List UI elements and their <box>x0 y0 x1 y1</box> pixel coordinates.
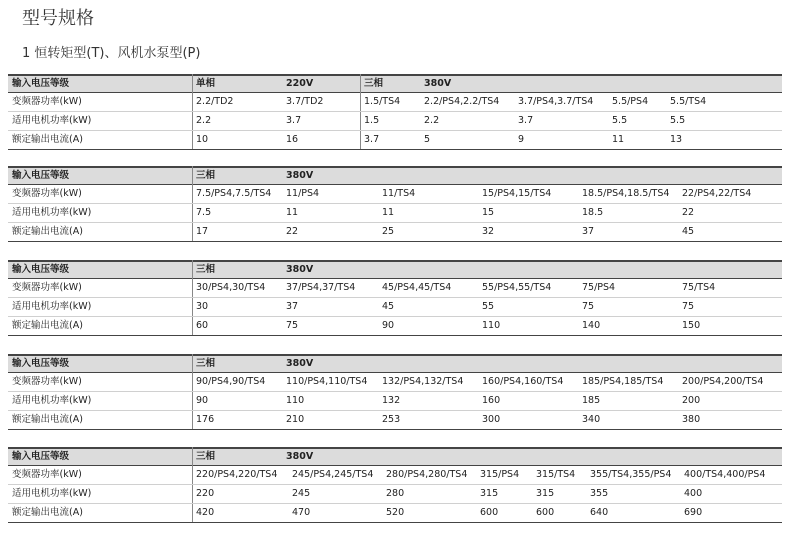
table-header-row <box>8 262 782 279</box>
table-cell: 30 <box>196 301 209 312</box>
table-cell: 30/PS4,30/TS4 <box>196 282 266 293</box>
table-cell: 600 <box>536 507 555 518</box>
table-cell: 2.2/PS4,2.2/TS4 <box>424 96 500 107</box>
header-label: 输入电压等级 <box>12 451 70 462</box>
row-label: 变频器功率(kW) <box>12 282 82 293</box>
table-cell: 176 <box>196 414 215 425</box>
row-label: 变频器功率(kW) <box>12 188 82 199</box>
header-phase: 三相 <box>196 264 216 275</box>
table-row <box>8 411 782 429</box>
table-row <box>8 485 782 504</box>
header-phase: 三相 <box>364 78 384 89</box>
table-cell: 280/PS4,280/TS4 <box>386 469 468 480</box>
table-cell: 355 <box>590 488 609 499</box>
table-cell: 37/PS4,37/TS4 <box>286 282 356 293</box>
table-cell: 400/TS4,400/PS4 <box>684 469 766 480</box>
table-row <box>8 317 782 335</box>
row-label: 额定输出电流(A) <box>12 134 83 145</box>
table-row <box>8 131 782 149</box>
table-cell: 11 <box>382 207 395 218</box>
header-voltage: 380V <box>286 264 314 275</box>
table-cell: 150 <box>682 320 701 331</box>
table-cell: 400 <box>684 488 703 499</box>
section-subtitle: 1 恒转矩型(T)、风机水泵型(P) <box>22 46 201 61</box>
row-label: 适用电机功率(kW) <box>12 115 92 126</box>
table-cell: 3.7 <box>286 115 302 126</box>
table-cell: 17 <box>196 226 209 237</box>
table-cell: 420 <box>196 507 215 518</box>
table-cell: 185/PS4,185/TS4 <box>582 376 664 387</box>
table-cell: 11 <box>286 207 299 218</box>
table-cell: 13 <box>670 134 683 145</box>
table-row <box>8 466 782 485</box>
table-cell: 640 <box>590 507 609 518</box>
row-label: 适用电机功率(kW) <box>12 395 92 406</box>
header-label: 输入电压等级 <box>12 264 70 275</box>
table-cell: 160/PS4,160/TS4 <box>482 376 564 387</box>
header-voltage: 220V <box>286 78 314 89</box>
table-cell: 340 <box>582 414 601 425</box>
spec-table-2 <box>8 166 782 242</box>
table-cell: 15/PS4,15/TS4 <box>482 188 552 199</box>
table-cell: 110/PS4,110/TS4 <box>286 376 368 387</box>
table-cell: 75 <box>682 301 695 312</box>
table-row <box>8 392 782 411</box>
table-cell: 355/TS4,355/PS4 <box>590 469 672 480</box>
table-cell: 16 <box>286 134 299 145</box>
table-cell: 55/PS4,55/TS4 <box>482 282 552 293</box>
table-cell: 90 <box>382 320 395 331</box>
table-cell: 132 <box>382 395 401 406</box>
page-title: 型号规格 <box>22 8 94 29</box>
table-cell: 253 <box>382 414 401 425</box>
table-cell: 5.5/TS4 <box>670 96 707 107</box>
table-cell: 25 <box>382 226 395 237</box>
row-label: 变频器功率(kW) <box>12 376 82 387</box>
table-cell: 18.5/PS4,18.5/TS4 <box>582 188 670 199</box>
header-phase: 三相 <box>196 451 216 462</box>
table-cell: 11/PS4 <box>286 188 320 199</box>
header-phase: 单相 <box>196 78 216 89</box>
table-cell: 3.7/PS4,3.7/TS4 <box>518 96 594 107</box>
table-cell: 2.2 <box>424 115 440 126</box>
table-cell: 60 <box>196 320 209 331</box>
table-cell: 22/PS4,22/TS4 <box>682 188 752 199</box>
table-cell: 75/PS4 <box>582 282 616 293</box>
table-cell: 690 <box>684 507 703 518</box>
spec-table-1 <box>8 74 782 150</box>
table-header-row <box>8 76 782 93</box>
row-label: 额定输出电流(A) <box>12 414 83 425</box>
header-voltage: 380V <box>286 170 314 181</box>
table-cell: 3.7 <box>518 115 534 126</box>
table-cell: 520 <box>386 507 405 518</box>
table-cell: 245 <box>292 488 311 499</box>
table-cell: 200 <box>682 395 701 406</box>
table-row <box>8 279 782 298</box>
header-phase: 三相 <box>196 170 216 181</box>
table-cell: 280 <box>386 488 405 499</box>
header-voltage: 380V <box>286 358 314 369</box>
row-label: 额定输出电流(A) <box>12 507 83 518</box>
table-header-row <box>8 356 782 373</box>
table-cell: 5.5 <box>670 115 686 126</box>
table-row <box>8 298 782 317</box>
table-cell: 2.2/TD2 <box>196 96 234 107</box>
table-cell: 315/PS4 <box>480 469 520 480</box>
row-label: 适用电机功率(kW) <box>12 207 92 218</box>
table-cell: 55 <box>482 301 495 312</box>
table-cell: 600 <box>480 507 499 518</box>
table-cell: 45 <box>682 226 695 237</box>
table-cell: 315 <box>480 488 499 499</box>
header-label: 输入电压等级 <box>12 358 70 369</box>
table-header-row <box>8 449 782 466</box>
spec-table-4 <box>8 354 782 430</box>
table-row <box>8 373 782 392</box>
table-cell: 220/PS4,220/TS4 <box>196 469 278 480</box>
table-row <box>8 223 782 241</box>
row-label: 额定输出电流(A) <box>12 226 83 237</box>
table-row <box>8 204 782 223</box>
row-label: 适用电机功率(kW) <box>12 301 92 312</box>
table-cell: 32 <box>482 226 495 237</box>
row-label: 变频器功率(kW) <box>12 96 82 107</box>
table-header-row <box>8 168 782 185</box>
table-cell: 3.7/TD2 <box>286 96 324 107</box>
table-cell: 22 <box>682 207 695 218</box>
table-cell: 7.5 <box>196 207 212 218</box>
table-cell: 140 <box>582 320 601 331</box>
table-cell: 9 <box>518 134 525 145</box>
table-cell: 15 <box>482 207 495 218</box>
table-cell: 210 <box>286 414 305 425</box>
table-row <box>8 185 782 204</box>
table-cell: 90 <box>196 395 209 406</box>
table-cell: 160 <box>482 395 501 406</box>
table-cell: 245/PS4,245/TS4 <box>292 469 374 480</box>
row-label: 变频器功率(kW) <box>12 469 82 480</box>
table-row <box>8 504 782 522</box>
header-label: 输入电压等级 <box>12 170 70 181</box>
table-cell: 315/TS4 <box>536 469 576 480</box>
table-cell: 380 <box>682 414 701 425</box>
table-cell: 10 <box>196 134 209 145</box>
row-label: 额定输出电流(A) <box>12 320 83 331</box>
table-cell: 185 <box>582 395 601 406</box>
table-cell: 11/TS4 <box>382 188 416 199</box>
table-cell: 75 <box>582 301 595 312</box>
table-cell: 470 <box>292 507 311 518</box>
table-cell: 18.5 <box>582 207 604 218</box>
table-cell: 110 <box>286 395 305 406</box>
table-cell: 5 <box>424 134 431 145</box>
table-cell: 132/PS4,132/TS4 <box>382 376 464 387</box>
table-cell: 300 <box>482 414 501 425</box>
header-voltage: 380V <box>424 78 452 89</box>
table-cell: 220 <box>196 488 215 499</box>
table-cell: 37 <box>286 301 299 312</box>
table-cell: 37 <box>582 226 595 237</box>
table-cell: 45 <box>382 301 395 312</box>
table-cell: 110 <box>482 320 501 331</box>
header-phase: 三相 <box>196 358 216 369</box>
table-cell: 1.5/TS4 <box>364 96 401 107</box>
spec-table-3 <box>8 260 782 336</box>
header-label: 输入电压等级 <box>12 78 70 89</box>
header-voltage: 380V <box>286 451 314 462</box>
table-cell: 75 <box>286 320 299 331</box>
table-cell: 5.5/PS4 <box>612 96 649 107</box>
table-cell: 3.7 <box>364 134 380 145</box>
table-cell: 90/PS4,90/TS4 <box>196 376 266 387</box>
table-cell: 75/TS4 <box>682 282 716 293</box>
table-cell: 315 <box>536 488 555 499</box>
table-cell: 45/PS4,45/TS4 <box>382 282 452 293</box>
spec-table-5 <box>8 447 782 523</box>
table-row <box>8 112 782 131</box>
table-cell: 1.5 <box>364 115 380 126</box>
table-cell: 2.2 <box>196 115 212 126</box>
table-cell: 7.5/PS4,7.5/TS4 <box>196 188 272 199</box>
table-cell: 22 <box>286 226 299 237</box>
table-row <box>8 93 782 112</box>
row-label: 适用电机功率(kW) <box>12 488 92 499</box>
table-cell: 200/PS4,200/TS4 <box>682 376 764 387</box>
table-cell: 11 <box>612 134 625 145</box>
table-cell: 5.5 <box>612 115 628 126</box>
